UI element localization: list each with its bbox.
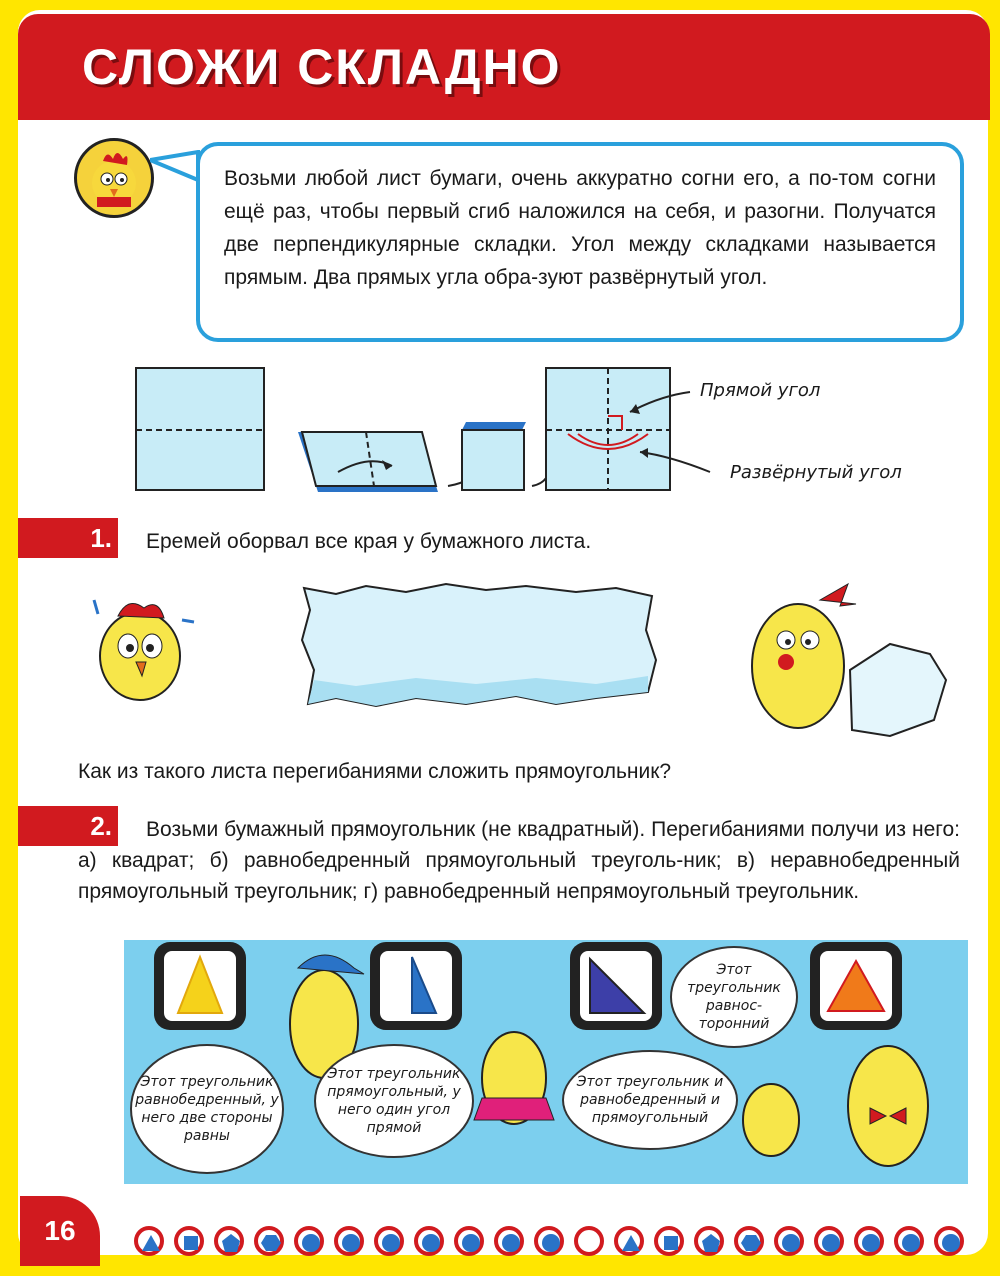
dot-circle-icon xyxy=(934,1226,964,1256)
tv-right-isosceles xyxy=(570,942,662,1030)
bubble-right xyxy=(314,1044,474,1158)
chick-surprised xyxy=(78,590,198,715)
task-2-number: 2. xyxy=(18,806,118,846)
dot-circle-icon xyxy=(894,1226,924,1256)
tv-equilateral xyxy=(810,942,902,1030)
dot-circle-icon xyxy=(374,1226,404,1256)
chick-with-crumpled-paper xyxy=(740,570,960,755)
dot-circle-icon xyxy=(454,1226,484,1256)
dot-octagon-icon xyxy=(334,1226,364,1256)
task-2-text: Возьми бумажный прямоугольник (не квадратный). Перегибаниями получи из него: а) квадрат; б) равнобедренный прямоугольный треуголь-ник; в) неравнобедренный прямоугольный треугольник; г) равнобедренный непрямоугольный треугольник. xyxy=(78,818,960,903)
triangles-banner xyxy=(124,940,968,1184)
bubble-right-isosceles-text: Этот треугольник и равнобедренный и прямоугольный xyxy=(576,1074,724,1126)
dot-triangle-icon xyxy=(134,1226,164,1256)
dot-square-icon xyxy=(174,1226,204,1256)
dot-heptagon-icon xyxy=(294,1226,324,1256)
rooster-avatar xyxy=(74,138,154,218)
task-1-text: Еремей оборвал все края у бумажного листа. xyxy=(146,530,592,553)
right-angle-label: Прямой угол xyxy=(700,380,821,401)
straight-angle-label: Развёрнутый угол xyxy=(730,462,902,483)
bubble-equilateral xyxy=(670,946,798,1048)
equilateral-triangle-icon xyxy=(828,961,884,1011)
task-1-number: 1. xyxy=(18,518,118,558)
folded-twice xyxy=(462,430,524,490)
dot-triangle-icon xyxy=(614,1226,644,1256)
right-triangle-icon xyxy=(412,957,436,1013)
title-banner xyxy=(18,14,990,120)
chick-bowtie xyxy=(834,1020,944,1180)
bubble-right-text: Этот треугольник прямоугольный, у него один угол прямой xyxy=(327,1066,461,1136)
tv-right xyxy=(370,942,462,1030)
intro-text: Возьми любой лист бумаги, очень аккуратно согни его, а по-том согни ещё раз, чтобы первый сгиб наложился на себя, и разогни. Получатся две перпендикулярные складки. Угол между складками называется прямым. Два прямых угла обра-зуют развёрнутый угол. xyxy=(224,167,936,289)
isosceles-triangle-icon xyxy=(178,957,222,1013)
task-1-question: Как из такого листа перегибаниями сложить прямоугольник? xyxy=(78,760,672,783)
dot-circle-icon xyxy=(854,1226,884,1256)
dot-pentagon-icon xyxy=(694,1226,724,1256)
tv-isosceles xyxy=(154,942,246,1030)
dot-square-icon xyxy=(654,1226,684,1256)
dot-pentagon-icon xyxy=(214,1226,244,1256)
chick-skirt xyxy=(464,1012,564,1142)
bubble-equilateral-text: Этот треугольник равнос-торонний xyxy=(687,962,781,1032)
dot-circle-icon xyxy=(494,1226,524,1256)
page-number: 16 xyxy=(20,1196,100,1266)
right-isosceles-triangle-icon xyxy=(590,959,644,1013)
dot-circle-icon xyxy=(534,1226,564,1256)
dot-circle-icon xyxy=(414,1226,444,1256)
folded-sheet xyxy=(302,432,436,486)
bubble-right-isosceles xyxy=(562,1050,738,1150)
arrow-2 xyxy=(532,478,546,486)
page-title: СЛОЖИ СКЛАДНО xyxy=(82,39,562,95)
intro-text-box xyxy=(196,142,964,342)
dot-hexagon-icon xyxy=(254,1226,284,1256)
bubble-isosceles-text: Этот треугольник равнобедренный, у него две стороны равны xyxy=(135,1074,279,1144)
bubble-isosceles xyxy=(130,1044,284,1174)
dot-circle-icon xyxy=(774,1226,804,1256)
small-chick xyxy=(736,1070,806,1170)
dot-circle-icon xyxy=(814,1226,844,1256)
dot-hexagon-icon xyxy=(734,1226,764,1256)
torn-paper-sheet xyxy=(296,580,666,720)
dot-empty-icon xyxy=(574,1226,604,1256)
